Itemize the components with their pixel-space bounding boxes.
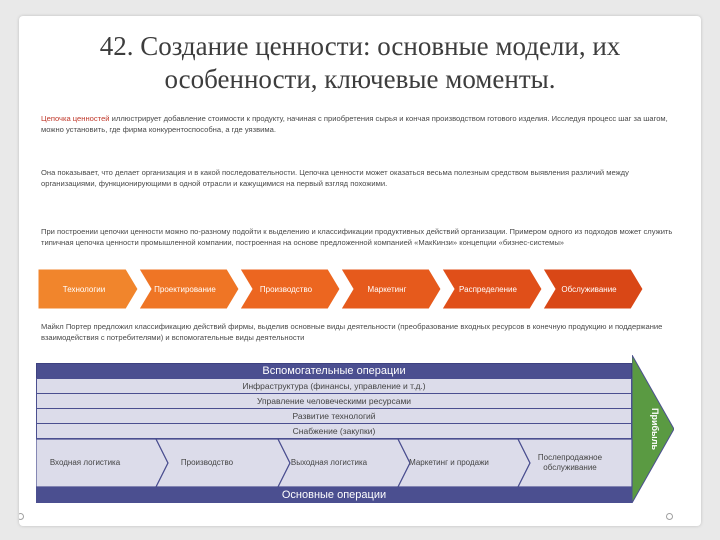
slide-title [19, 30, 701, 96]
paragraph-2: Она показывает, что делает организация и в какой последовательности. Цепочка ценности может оказаться весьма полезным средством выявления различий между организациями, функционирующими в одной отрасли и кажущимися на первый взгляд похожими. [41, 168, 629, 188]
support-row-infrastructure: Инфраструктура (финансы, управление и т.д.) [36, 378, 632, 394]
primary-after-sales-service: Послепродажное обслуживание [537, 453, 603, 472]
slide [19, 16, 701, 526]
support-row-hr: Управление человеческими ресурсами [36, 393, 632, 409]
primary-operations: Производство [180, 458, 234, 467]
paragraph-4: Майкл Портер предложил классификацию действий фирмы, выделив основные виды деятельности (преобразование входных ресурсов в конечную продукцию и поддержание взаимодействия с потребителями) и вспомогательные виды деятельности [41, 322, 663, 342]
chain-step-marketing: Маркетинг [367, 284, 407, 294]
chain-step-distribution: Распределение [459, 284, 517, 294]
title-line-2: особенности, ключевые моменты. [164, 64, 556, 94]
primary-inbound-logistics: Входная логистика [49, 458, 121, 467]
chain-step-production: Производство [259, 284, 313, 294]
primary-operations-footer: Основные операции [36, 487, 632, 503]
support-operations-header: Вспомогательные операции [36, 363, 632, 379]
paragraph-value-chain [41, 113, 677, 135]
support-row-procurement: Снабжение (закупки) [36, 423, 632, 439]
support-row-technology: Развитие технологий [36, 408, 632, 424]
highlight-term: Цепочка ценностей [41, 114, 110, 123]
chain-step-design: Проектирование [154, 284, 216, 294]
primary-marketing-sales: Маркетинг и продажи [409, 458, 489, 467]
title-line-1: 42. Создание ценности: основные модели, их [99, 31, 621, 61]
corner-dot-left [19, 513, 24, 520]
chain-step-service: Обслуживание [561, 284, 617, 294]
paragraph-1-text: иллюстрирует добавление стоимости к продукту, начиная с приобретения сырья и кончая производством готового изделия. Исследуя процесс шаг за шагом, можно установить, где фирма конкурентоспособна, а где уязвима. [41, 114, 668, 134]
primary-outbound-logistics: Выходная логистика [290, 458, 368, 467]
corner-dot-right [666, 513, 673, 520]
chain-step-technology: Технологии [62, 284, 106, 294]
business-system-chain [38, 269, 643, 309]
profit-label: Прибыль [650, 408, 660, 450]
paragraph-3: При построении цепочки ценности можно по-разному подойти к выделению и классификации продуктивных действий организации. Примером одного из подходов может служить типичная цепочка ценности промышленной компании, построенная на основе предложенной компанией «МакКинзи» концепции «бизнес-системы» [41, 227, 673, 247]
